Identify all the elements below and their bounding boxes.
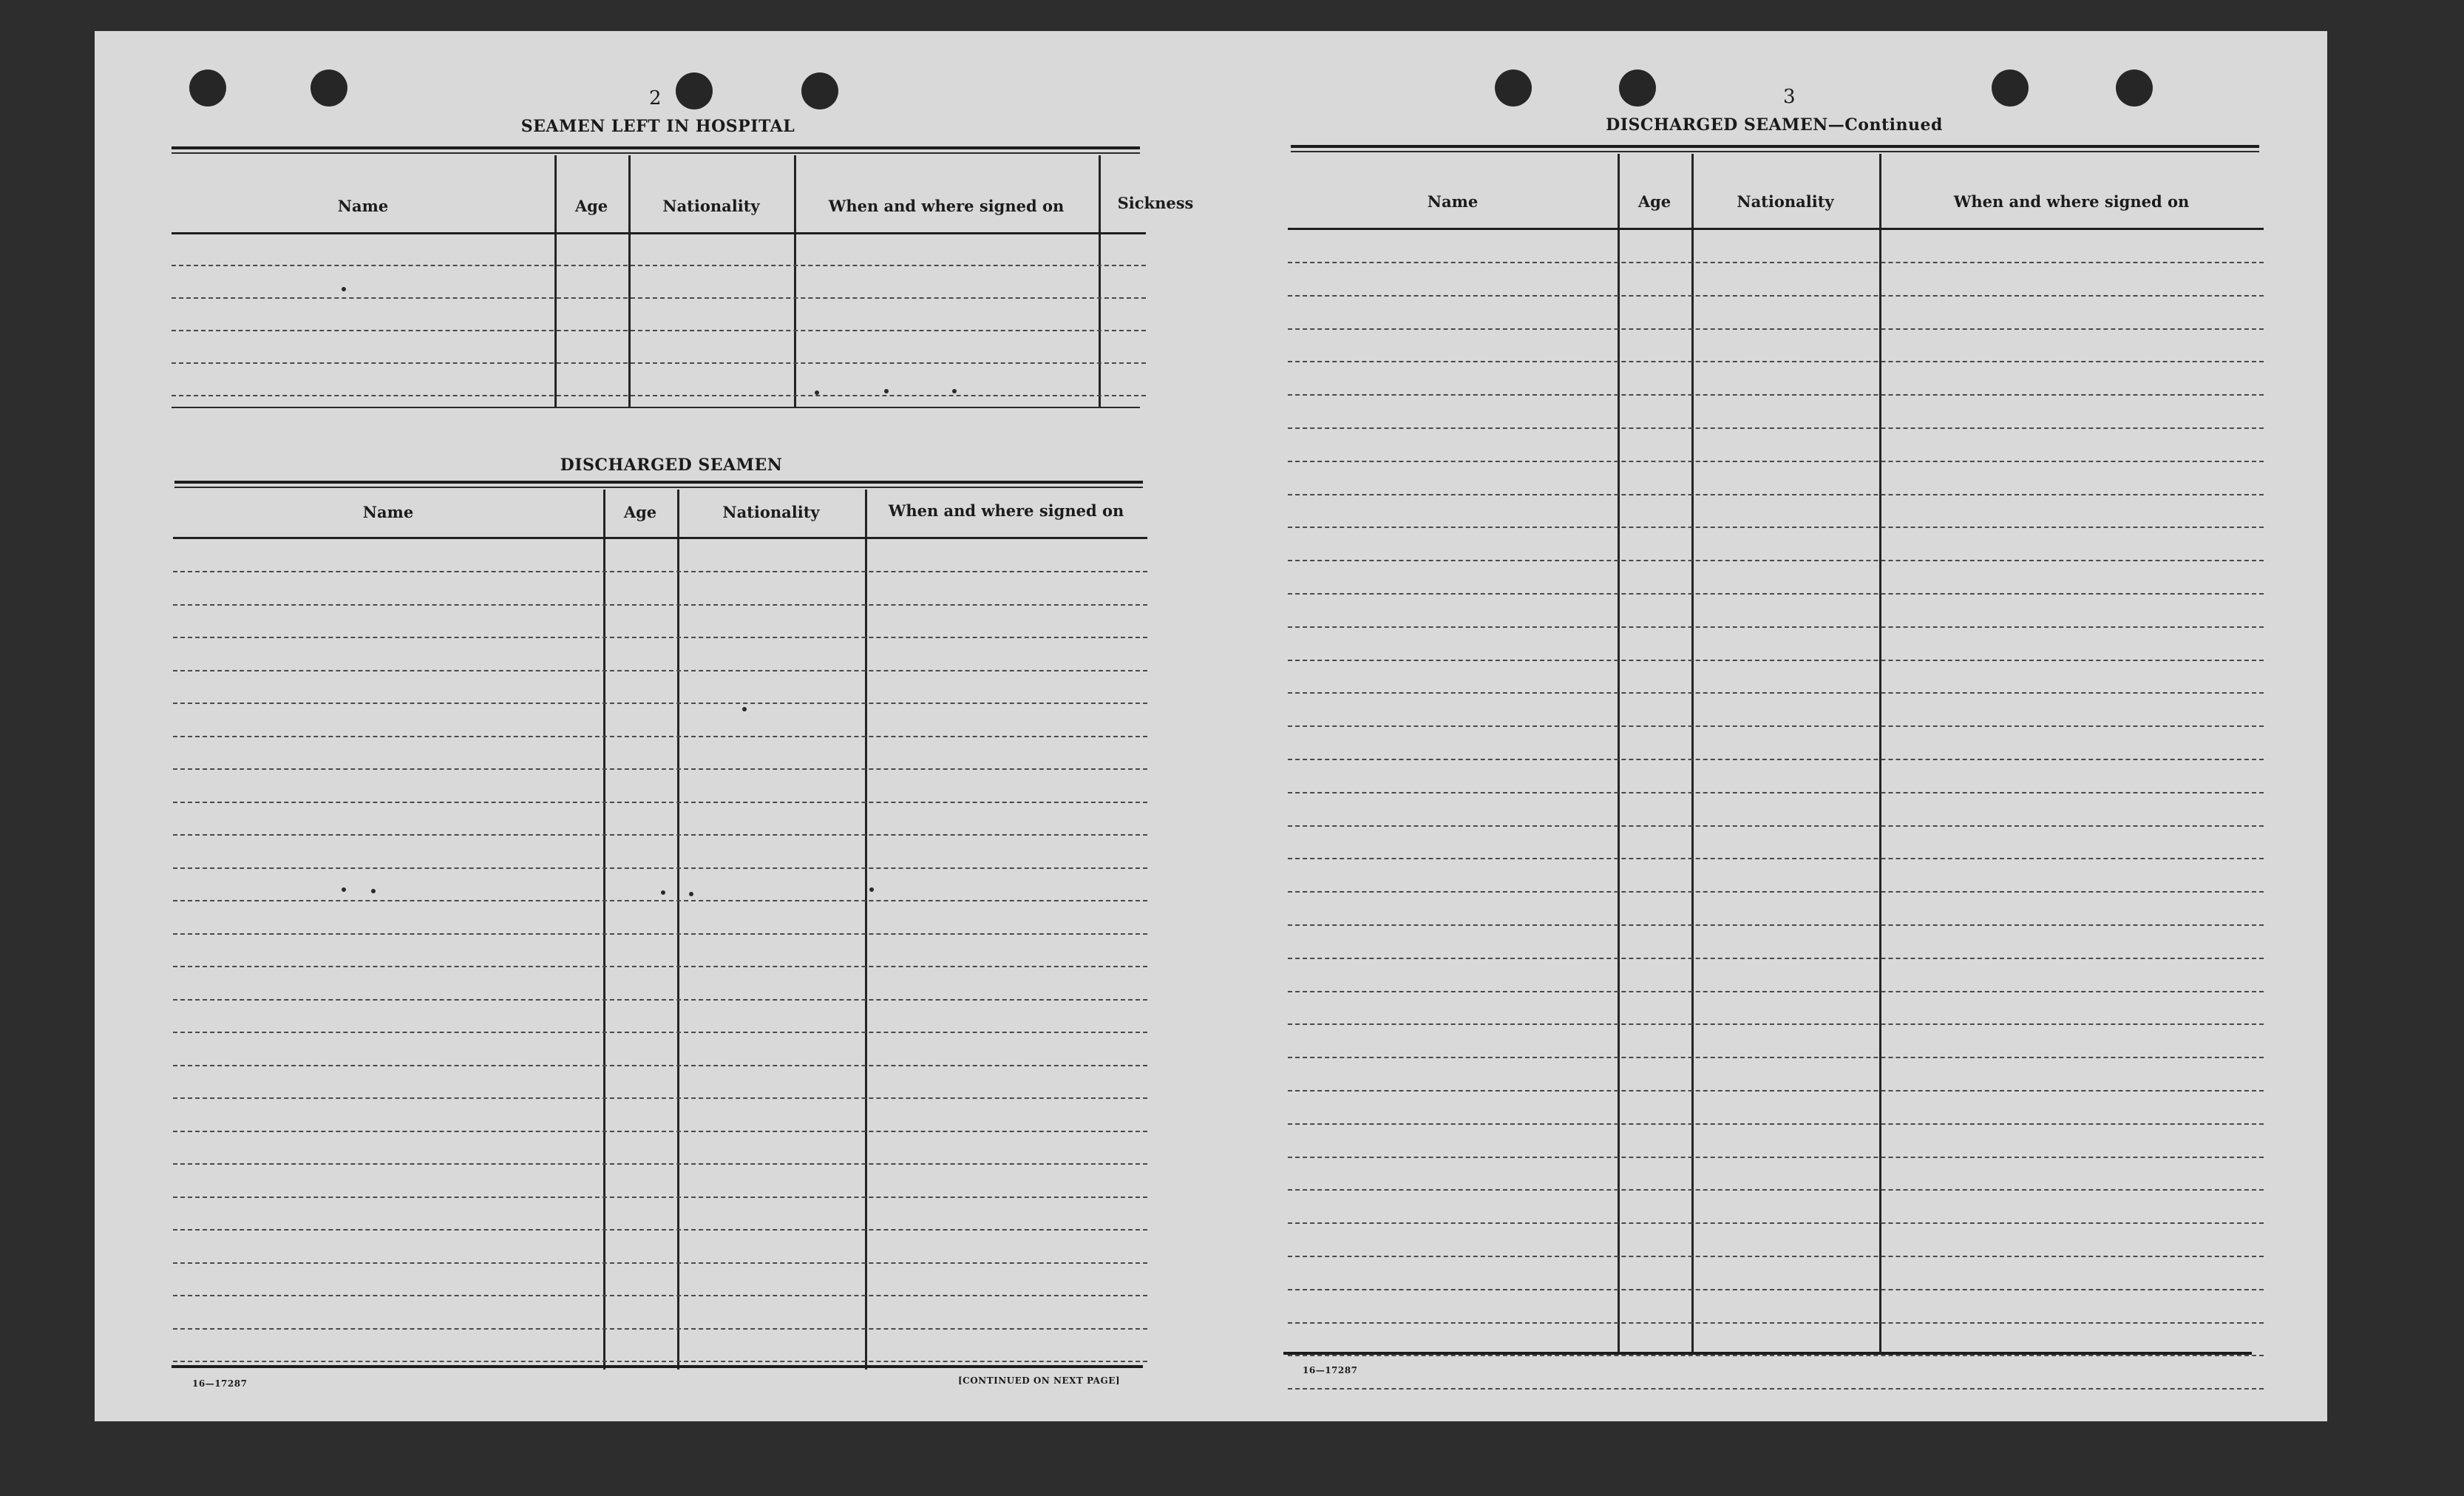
ink-speck <box>884 389 889 393</box>
table-row <box>173 933 1147 935</box>
continued-note: [CONTINUED ON NEXT PAGE] <box>958 1375 1121 1386</box>
punch-hole <box>1992 70 2029 106</box>
table-row <box>1288 328 2264 330</box>
ink-speck <box>815 390 819 395</box>
table-row <box>173 802 1147 803</box>
ink-speck <box>689 892 693 896</box>
right-header-nationality: Nationality <box>1737 192 1834 211</box>
hospital-header-name: Name <box>337 197 389 215</box>
table-row <box>1288 891 2264 893</box>
page-number-right: 3 <box>1783 86 1796 108</box>
ink-speck <box>952 389 957 393</box>
hospital-header-signed-on: When and where signed on <box>828 197 1065 215</box>
table-row <box>172 330 1146 331</box>
hospital-top-rule <box>172 152 1140 154</box>
punch-hole <box>310 70 347 106</box>
hospital-bottom-rule <box>172 407 1140 408</box>
ink-speck <box>661 890 665 895</box>
discharged-header-name: Name <box>362 503 414 521</box>
discharged-section-title: DISCHARGED SEAMEN <box>560 456 783 475</box>
table-row <box>1288 494 2264 495</box>
discharged-table <box>173 490 1147 1370</box>
right-header-signed-on: When and where signed on <box>1953 192 2190 211</box>
punch-hole <box>1495 70 1532 106</box>
page-number-left: 2 <box>649 87 662 109</box>
table-row <box>1288 759 2264 760</box>
right-bottom-rule <box>1283 1352 2252 1355</box>
ink-speck <box>342 887 346 892</box>
hospital-header-nationality: Nationality <box>662 197 760 215</box>
table-row <box>172 362 1146 364</box>
table-row <box>1288 461 2264 462</box>
discharged-bottom-rule <box>172 1365 1143 1368</box>
document-sheet <box>95 31 2327 1421</box>
table-row <box>173 637 1147 638</box>
table-row <box>173 1262 1147 1264</box>
form-number-left: 16—17287 <box>192 1378 248 1389</box>
table-row <box>173 966 1147 967</box>
hospital-section-title: SEAMEN LEFT IN HOSPITAL <box>520 117 795 136</box>
table-row <box>1288 1355 2264 1356</box>
hospital-table <box>172 155 1194 407</box>
form-number-right: 16—17287 <box>1303 1365 1358 1375</box>
ink-speck <box>342 287 346 291</box>
table-row <box>1288 295 2264 297</box>
table-row <box>173 1361 1147 1362</box>
ink-speck <box>869 887 874 892</box>
table-row <box>173 1032 1147 1033</box>
table-row <box>1288 1023 2264 1025</box>
table-row <box>1288 1189 2264 1191</box>
punch-hole <box>801 72 838 109</box>
table-row <box>1288 394 2264 396</box>
punch-hole <box>1619 70 1656 106</box>
table-row <box>173 670 1147 671</box>
table-row <box>173 999 1147 1001</box>
table-row <box>173 1328 1147 1330</box>
table-row <box>173 736 1147 737</box>
discharged-continued-title: DISCHARGED SEAMEN—Continued <box>1606 115 1943 135</box>
hospital-header-sickness: Sickness <box>1117 194 1194 212</box>
table-row <box>172 265 1146 266</box>
table-row <box>173 1295 1147 1296</box>
ink-speck <box>371 889 376 893</box>
table-row <box>1288 1123 2264 1125</box>
discharged-continued-table <box>1288 154 2264 1353</box>
table-row <box>173 1197 1147 1198</box>
hospital-top-rule <box>172 146 1140 149</box>
table-row <box>172 297 1146 299</box>
table-row <box>1288 262 2264 263</box>
discharged-top-rule <box>174 481 1143 484</box>
table-row <box>173 604 1147 606</box>
table-row <box>173 1131 1147 1132</box>
table-row <box>1288 858 2264 859</box>
table-row <box>1288 991 2264 992</box>
table-row <box>1288 1289 2264 1290</box>
table-row <box>1288 958 2264 959</box>
table-row <box>1288 792 2264 793</box>
table-row <box>1288 725 2264 727</box>
discharged-header-signed-on: When and where signed on <box>888 501 1124 520</box>
right-top-rule <box>1291 151 2259 152</box>
ink-speck <box>742 707 747 711</box>
table-row <box>173 1163 1147 1165</box>
table-row <box>1288 1388 2264 1390</box>
discharged-header-age: Age <box>623 503 657 521</box>
table-row <box>173 1097 1147 1099</box>
table-row <box>1288 1090 2264 1091</box>
table-row <box>1288 427 2264 429</box>
table-row <box>173 1065 1147 1066</box>
punch-hole <box>676 72 713 109</box>
table-row <box>1288 1322 2264 1324</box>
table-row <box>173 768 1147 770</box>
table-row <box>1288 660 2264 661</box>
table-row <box>172 395 1146 396</box>
table-row <box>173 1229 1147 1231</box>
table-row <box>1288 626 2264 628</box>
right-header-name: Name <box>1427 192 1479 211</box>
table-row <box>1288 560 2264 561</box>
table-row <box>1288 1157 2264 1158</box>
discharged-top-rule <box>174 487 1143 488</box>
table-row <box>1288 593 2264 595</box>
right-top-rule <box>1291 145 2259 148</box>
table-row <box>1288 825 2264 827</box>
table-row <box>173 703 1147 704</box>
hospital-header-age: Age <box>574 197 608 215</box>
table-row <box>173 571 1147 572</box>
right-header-age: Age <box>1637 192 1671 211</box>
punch-hole <box>2116 70 2153 106</box>
discharged-header-nationality: Nationality <box>722 503 820 521</box>
table-row <box>1288 1057 2264 1058</box>
table-row <box>1288 1222 2264 1224</box>
table-row <box>1288 361 2264 362</box>
table-row <box>173 834 1147 836</box>
table-row <box>1288 924 2264 926</box>
table-row <box>1288 527 2264 528</box>
table-row <box>1288 1256 2264 1257</box>
table-row <box>1288 692 2264 694</box>
table-row <box>173 867 1147 869</box>
punch-hole <box>189 70 226 106</box>
table-row <box>173 900 1147 901</box>
